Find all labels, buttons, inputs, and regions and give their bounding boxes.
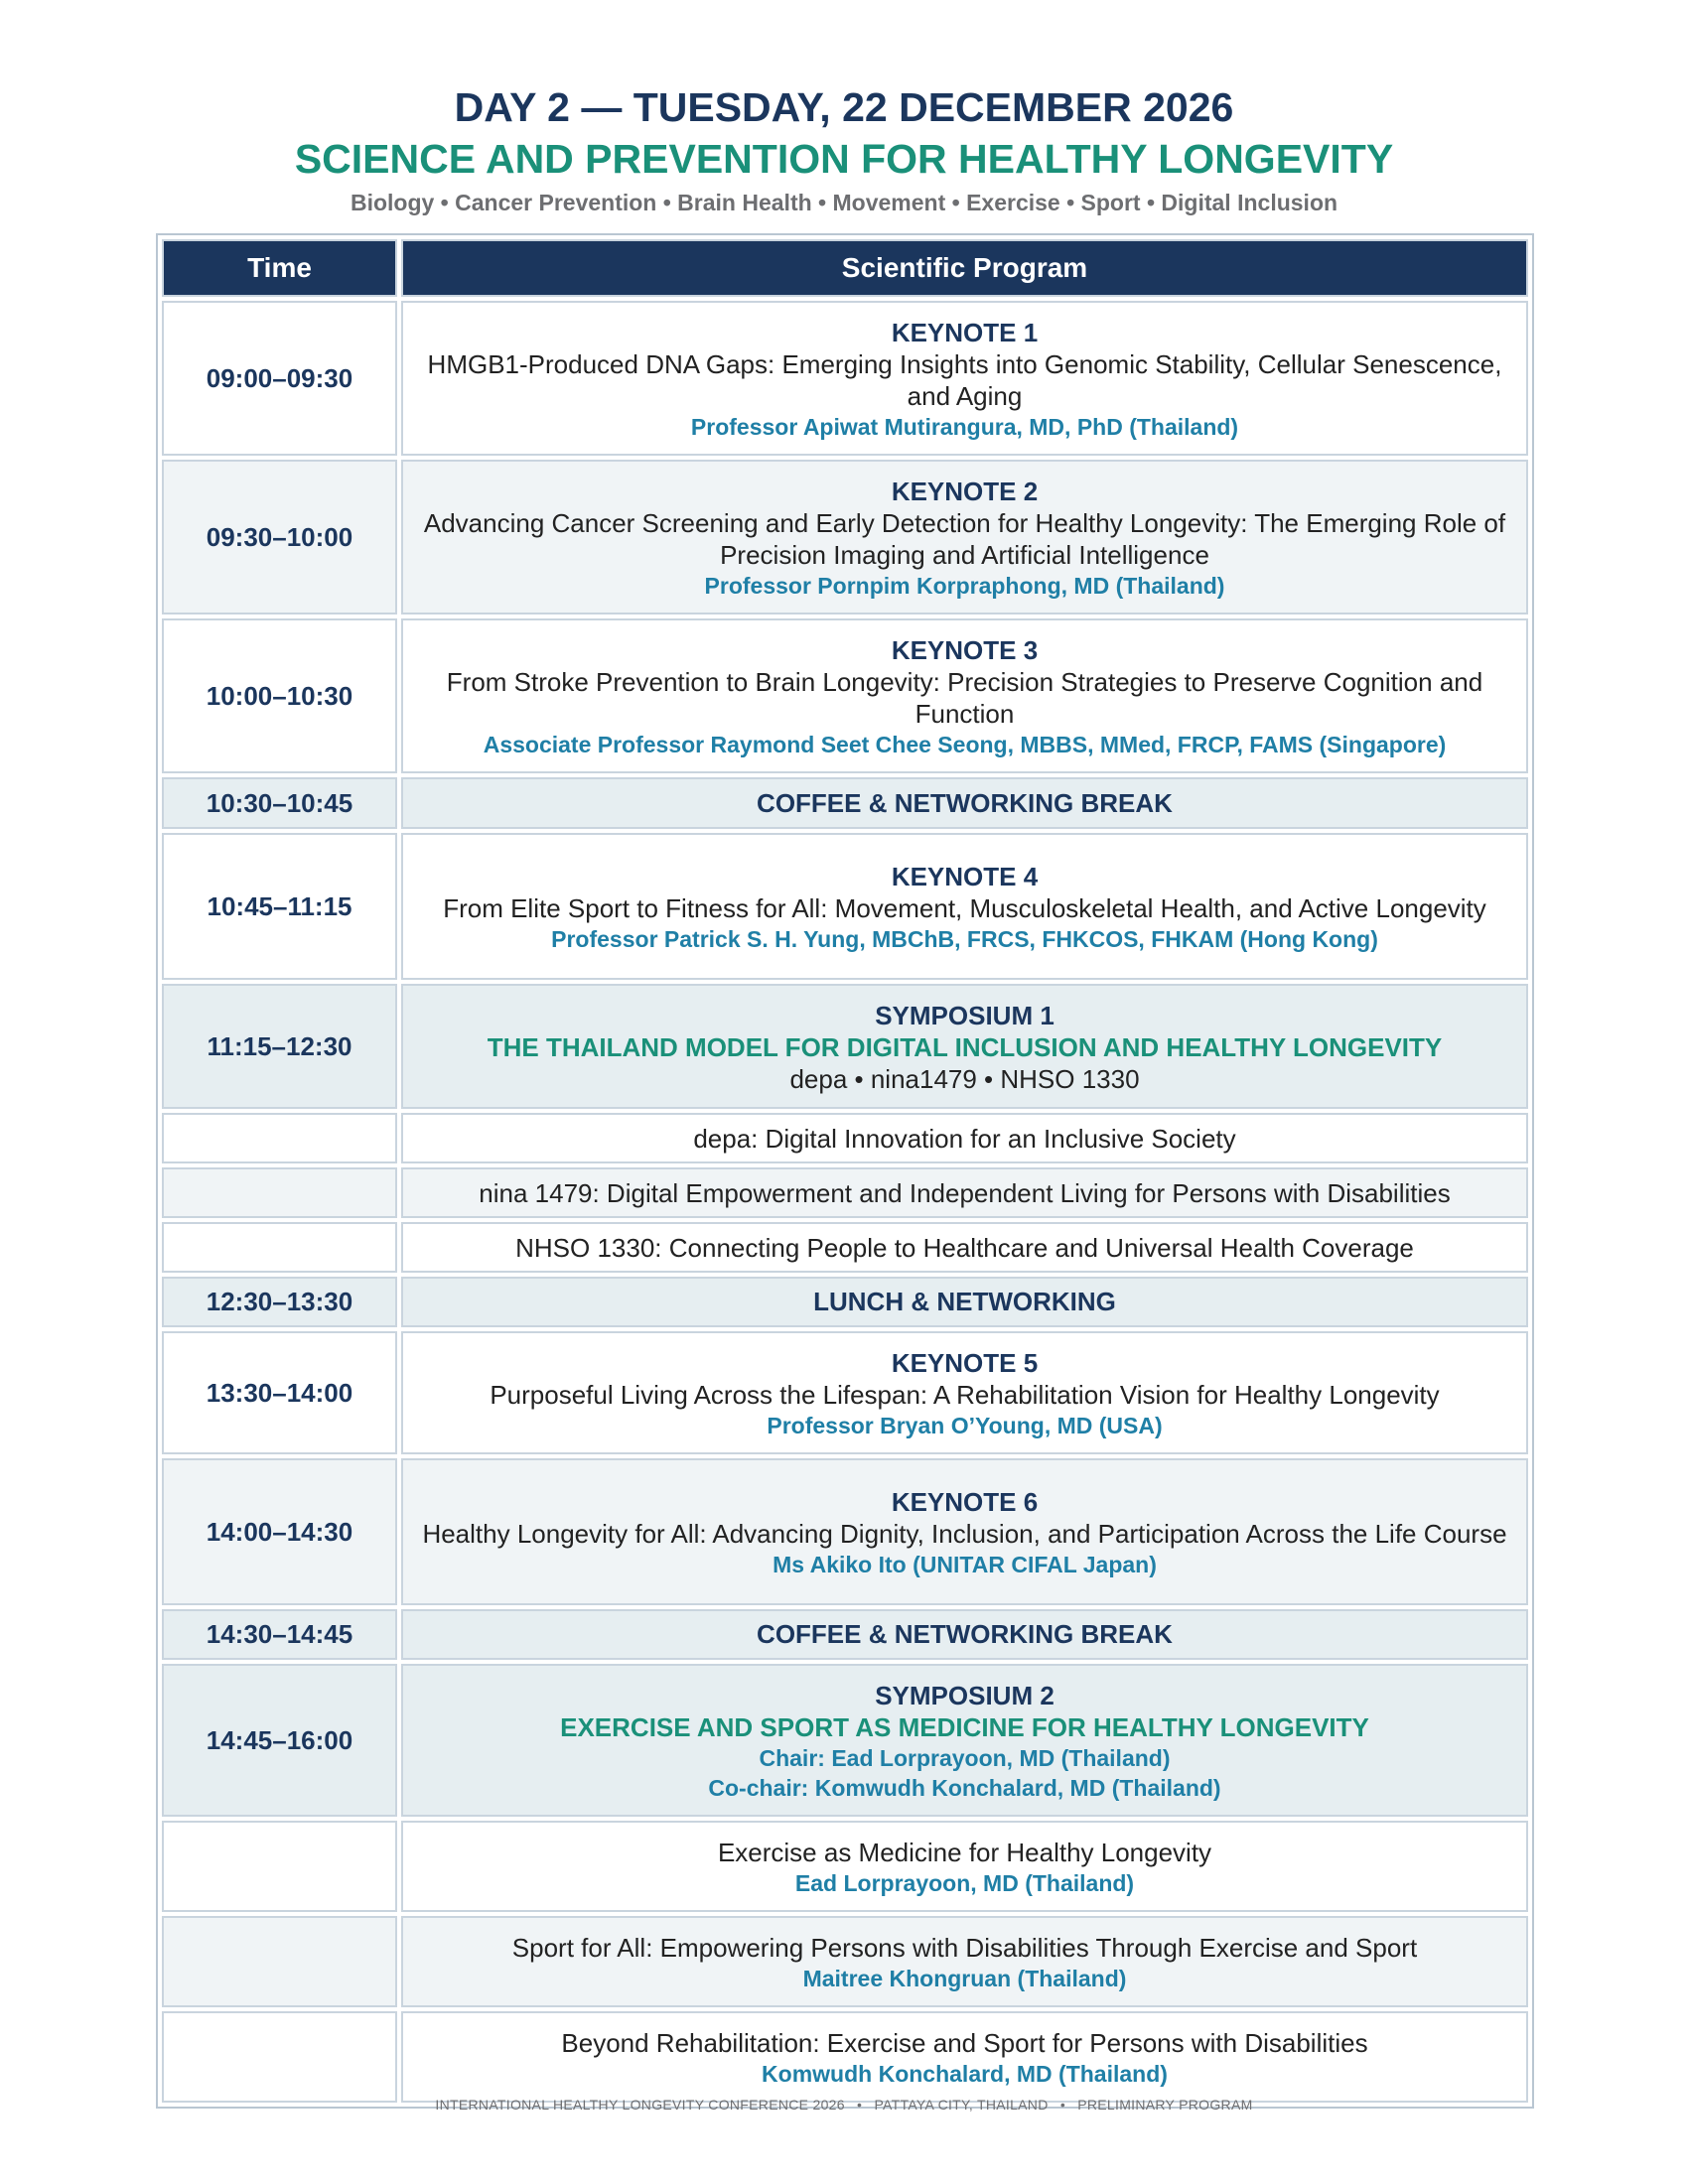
- session-cell: [401, 460, 1528, 614]
- talk-speaker: Komwudh Konchalard, MD (Thailand): [762, 2061, 1168, 2087]
- footer-status: PRELIMINARY PROGRAM: [1077, 2097, 1253, 2113]
- session-time: 10:00–10:30: [162, 618, 397, 773]
- session-title: From Stroke Prevention to Brain Longevity: Precision Strategies to Preserve Cognition and Function: [446, 667, 1483, 729]
- session-time: 12:30–13:30: [162, 1277, 397, 1327]
- session-speaker: Ms Akiko Ito (UNITAR CIFAL Japan): [773, 1552, 1157, 1577]
- session-time: 14:45–16:00: [162, 1664, 397, 1817]
- talk-row: [162, 1821, 1528, 1912]
- session-cell: [401, 301, 1528, 456]
- symposium-chair: Chair: Ead Lorprayoon, MD (Thailand): [759, 1745, 1171, 1771]
- footer-separator: •: [857, 2097, 863, 2113]
- page-header: [0, 81, 1688, 218]
- footer-location: PATTAYA CITY, THAILAND: [874, 2097, 1049, 2113]
- symposium-title: THE THAILAND MODEL FOR DIGITAL INCLUSION AND HEALTHY LONGEVITY: [487, 1032, 1443, 1062]
- session-title: Purposeful Living Across the Lifespan: A Rehabilitation Vision for Healthy Longevity: [490, 1380, 1440, 1410]
- session-speaker: Professor Bryan O’Young, MD (USA): [767, 1413, 1163, 1438]
- session-time: 14:30–14:45: [162, 1609, 397, 1660]
- session-time: 10:45–11:15: [162, 833, 397, 980]
- day-theme: SCIENCE AND PREVENTION FOR HEALTHY LONGEVITY: [294, 136, 1394, 182]
- session-title: From Elite Sport to Fitness for All: Movement, Musculoskeletal Health, and Active Longevity: [443, 893, 1486, 923]
- talk-title: depa: Digital Innovation for an Inclusive Society: [401, 1113, 1528, 1163]
- session-label: SYMPOSIUM 2: [875, 1681, 1055, 1710]
- break-label: COFFEE & NETWORKING BREAK: [401, 1609, 1528, 1660]
- table-row: [162, 301, 1528, 456]
- empty-time-cell: [162, 1167, 397, 1218]
- col-header-program: Scientific Program: [401, 239, 1528, 297]
- program-table: [156, 233, 1534, 2109]
- talk-row: [162, 1916, 1528, 2007]
- empty-time-cell: [162, 1821, 397, 1912]
- talk-row: [162, 1113, 1528, 1163]
- session-cell: [401, 984, 1528, 1109]
- col-header-time: Time: [162, 239, 397, 297]
- session-speaker: Professor Patrick S. H. Yung, MBChB, FRCS, FHKCOS, FHKAM (Hong Kong): [551, 926, 1378, 952]
- table-header-row: [162, 239, 1528, 297]
- session-label: KEYNOTE 4: [891, 862, 1039, 891]
- talk-cell: [401, 1916, 1528, 2007]
- session-label: KEYNOTE 1: [891, 318, 1039, 347]
- talk-title: Beyond Rehabilitation: Exercise and Sport for Persons with Disabilities: [561, 2028, 1368, 2058]
- session-speaker: Associate Professor Raymond Seet Chee Seong, MBBS, MMed, FRCP, FAMS (Singapore): [483, 732, 1447, 757]
- talk-row: [162, 1167, 1528, 1218]
- session-title: Advancing Cancer Screening and Early Detection for Healthy Longevity: The Emerging Role of Precision Imaging and Artificial Intelligence: [423, 508, 1506, 570]
- session-cell: [401, 833, 1528, 980]
- talk-cell: [401, 1821, 1528, 1912]
- page-footer: [0, 2097, 1688, 2113]
- empty-time-cell: [162, 1222, 397, 1273]
- session-time: 14:00–14:30: [162, 1458, 397, 1605]
- break-label: LUNCH & NETWORKING: [401, 1277, 1528, 1327]
- symposium-row: [162, 984, 1528, 1109]
- symposium-cochair: Co-chair: Komwudh Konchalard, MD (Thailand): [708, 1775, 1221, 1801]
- session-time: 09:00–09:30: [162, 301, 397, 456]
- session-cell: [401, 1664, 1528, 1817]
- symposium-row: [162, 1664, 1528, 1817]
- break-row: [162, 1277, 1528, 1327]
- session-cell: [401, 1458, 1528, 1605]
- talk-row: [162, 2011, 1528, 2103]
- session-label: KEYNOTE 2: [891, 477, 1039, 506]
- footer-conference: INTERNATIONAL HEALTHY LONGEVITY CONFERENCE 2026: [435, 2097, 845, 2113]
- symposium-organizations: depa • nina1479 • NHSO 1330: [789, 1064, 1140, 1094]
- talk-cell: [401, 2011, 1528, 2103]
- session-label: KEYNOTE 3: [891, 635, 1039, 665]
- session-cell: [401, 1331, 1528, 1454]
- session-speaker: Professor Pornpim Korpraphong, MD (Thailand): [704, 573, 1225, 599]
- empty-time-cell: [162, 1916, 397, 2007]
- break-label: COFFEE & NETWORKING BREAK: [401, 777, 1528, 829]
- session-label: KEYNOTE 6: [891, 1487, 1039, 1517]
- talk-title: Exercise as Medicine for Healthy Longevity: [717, 1838, 1212, 1867]
- table-row: [162, 1458, 1528, 1605]
- session-speaker: Professor Apiwat Mutirangura, MD, PhD (Thailand): [690, 414, 1239, 440]
- session-time: 10:30–10:45: [162, 777, 397, 829]
- session-time: 11:15–12:30: [162, 984, 397, 1109]
- table-row: [162, 833, 1528, 980]
- empty-time-cell: [162, 1113, 397, 1163]
- session-label: SYMPOSIUM 1: [875, 1001, 1055, 1030]
- day-title: DAY 2 — TUESDAY, 22 DECEMBER 2026: [454, 84, 1234, 130]
- talk-title: Sport for All: Empowering Persons with Disabilities Through Exercise and Sport: [511, 1933, 1418, 1963]
- session-title: Healthy Longevity for All: Advancing Dignity, Inclusion, and Participation Across the Life Course: [422, 1519, 1507, 1549]
- talk-title: NHSO 1330: Connecting People to Healthcare and Universal Health Coverage: [401, 1222, 1528, 1273]
- break-row: [162, 1609, 1528, 1660]
- table-row: [162, 460, 1528, 614]
- talk-row: [162, 1222, 1528, 1273]
- topics-line: Biology • Cancer Prevention • Brain Health • Movement • Exercise • Sport • Digital Inclusion: [350, 190, 1338, 215]
- empty-time-cell: [162, 2011, 397, 2103]
- break-row: [162, 777, 1528, 829]
- footer-separator: •: [1059, 2097, 1066, 2113]
- session-label: KEYNOTE 5: [891, 1348, 1039, 1378]
- session-cell: [401, 618, 1528, 773]
- session-title: HMGB1-Produced DNA Gaps: Emerging Insights into Genomic Stability, Cellular Senescence, and Aging: [427, 349, 1502, 411]
- talk-speaker: Ead Lorprayoon, MD (Thailand): [794, 1870, 1135, 1896]
- talk-title: nina 1479: Digital Empowerment and Independent Living for Persons with Disabilities: [401, 1167, 1528, 1218]
- symposium-title: EXERCISE AND SPORT AS MEDICINE FOR HEALTHY LONGEVITY: [560, 1712, 1369, 1742]
- table-row: [162, 618, 1528, 773]
- table-row: [162, 1331, 1528, 1454]
- talk-speaker: Maitree Khongruan (Thailand): [802, 1966, 1127, 1991]
- session-time: 09:30–10:00: [162, 460, 397, 614]
- session-time: 13:30–14:00: [162, 1331, 397, 1454]
